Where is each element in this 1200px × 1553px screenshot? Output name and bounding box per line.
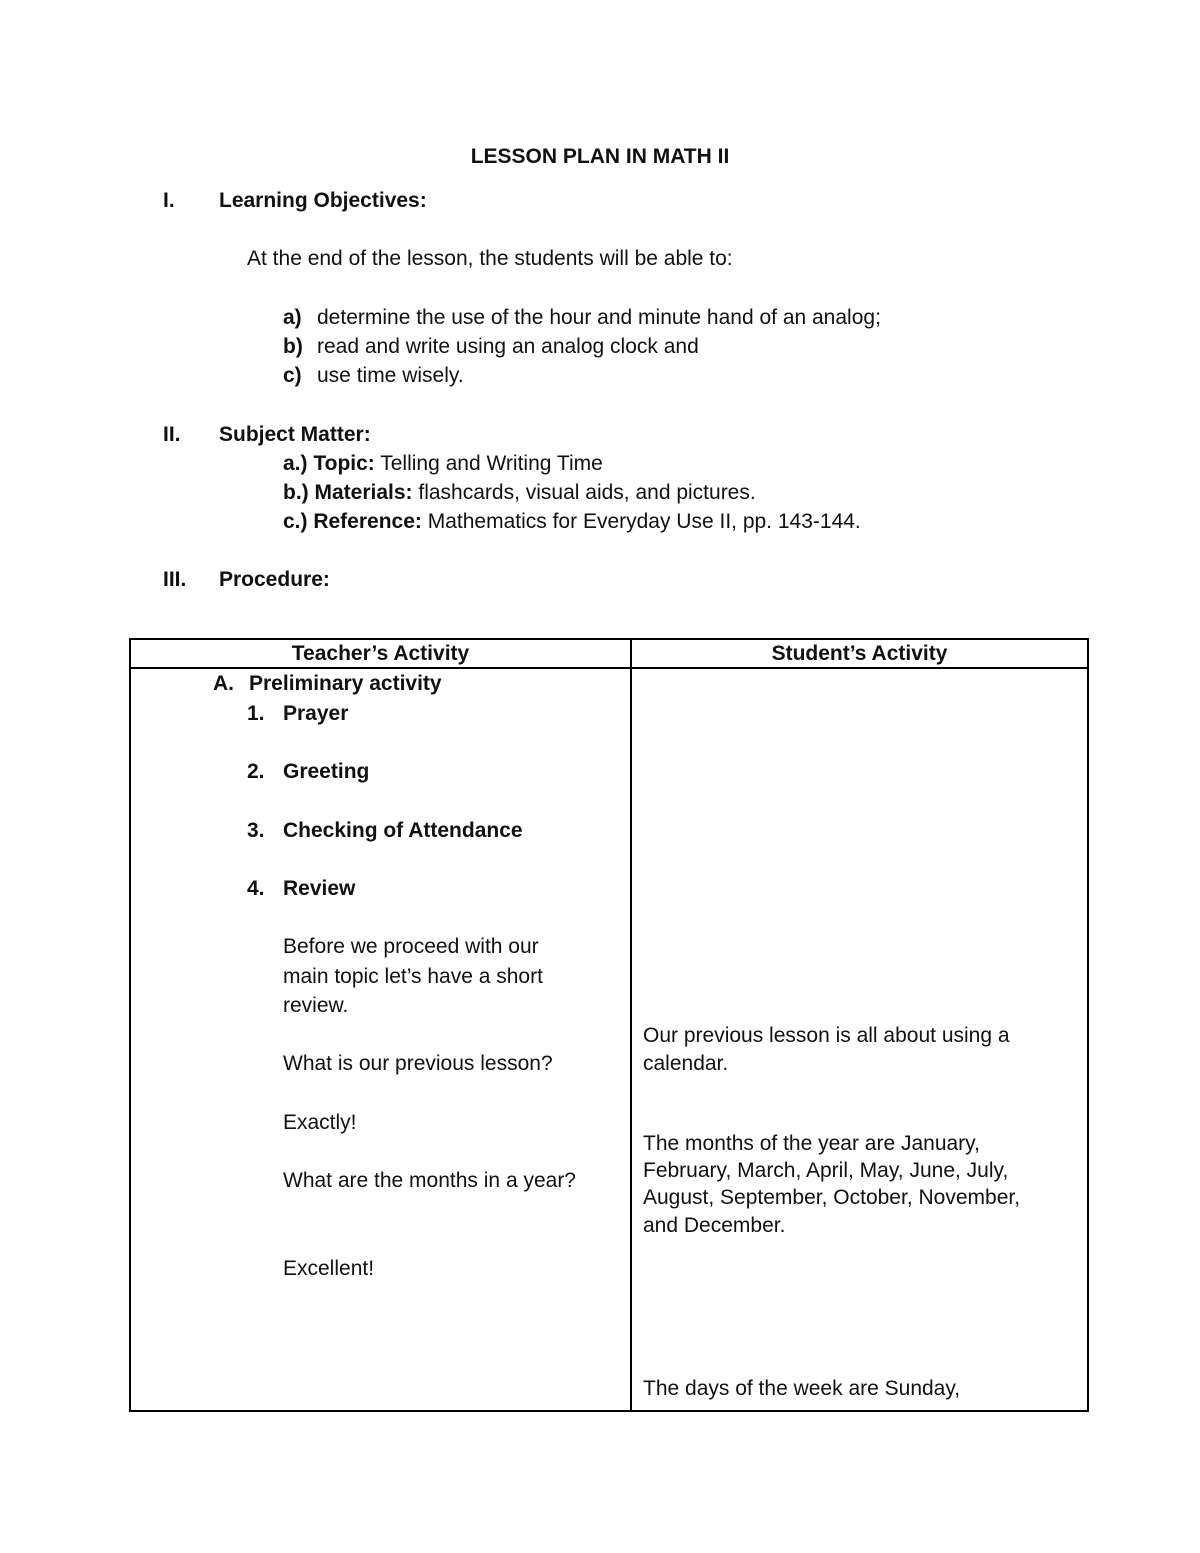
step-attendance: 3. Checking of Attendance	[247, 819, 523, 842]
procedure-table	[129, 638, 1089, 1412]
student-answer-line: The days of the week are Sunday,	[643, 1377, 961, 1400]
student-cell	[631, 668, 1088, 1411]
objective-letter: b)	[283, 335, 303, 358]
header-teacher-activity: Teacher’s Activity	[130, 639, 631, 668]
objective-item	[283, 363, 464, 388]
section-number-procedure: III.	[163, 568, 187, 591]
teacher-praise: Exactly!	[283, 1111, 357, 1134]
table-row	[130, 668, 1088, 1411]
objective-item	[283, 334, 699, 359]
step-prayer: 1. Prayer	[247, 702, 349, 725]
objective-text: determine the use of the hour and minute hand of an analog;	[317, 306, 881, 329]
subject-label: a.) Topic:	[283, 452, 375, 475]
step-review: 4. Review	[247, 877, 356, 900]
section-heading-objectives: Learning Objectives:	[219, 189, 427, 212]
objective-text: use time wisely.	[317, 364, 464, 387]
subject-label: c.) Reference:	[283, 510, 422, 533]
student-answer-line: and December.	[643, 1214, 786, 1237]
section-heading-subject-matter: Subject Matter:	[219, 423, 371, 446]
objective-letter: c)	[283, 364, 302, 387]
section-number-subject-matter: II.	[163, 423, 181, 446]
section-number-objectives: I.	[163, 189, 175, 212]
objectives-intro: At the end of the lesson, the students will be able to:	[247, 247, 733, 270]
header-student-activity: Student’s Activity	[631, 639, 1088, 668]
teacher-praise: Excellent!	[283, 1257, 375, 1280]
subject-value: flashcards, visual aids, and pictures.	[412, 481, 756, 504]
student-answer-line: February, March, April, May, June, July,	[643, 1159, 1009, 1182]
subject-topic	[283, 451, 603, 476]
student-answer-line: The months of the year are January,	[643, 1132, 980, 1155]
review-intro-line: main topic let’s have a short	[283, 965, 543, 988]
review-intro-line: Before we proceed with our	[283, 935, 539, 958]
table-header-row	[130, 639, 1088, 668]
step-greeting: 2. Greeting	[247, 760, 370, 783]
objective-letter: a)	[283, 306, 302, 329]
subject-materials	[283, 480, 756, 505]
objective-item	[283, 305, 881, 330]
review-intro-line: review.	[283, 994, 349, 1017]
student-answer-line: Our previous lesson is all about using a	[643, 1024, 1010, 1047]
teacher-question: What is our previous lesson?	[283, 1052, 553, 1075]
student-answer-line: calendar.	[643, 1052, 729, 1075]
subject-reference	[283, 509, 861, 534]
student-answer-line: August, September, October, November,	[643, 1186, 1021, 1209]
part-label: A. Preliminary activity	[213, 672, 442, 695]
subject-value: Mathematics for Everyday Use II, pp. 143-144.	[421, 510, 861, 533]
objective-text: read and write using an analog clock and	[317, 335, 699, 358]
subject-value: Telling and Writing Time	[374, 452, 603, 475]
teacher-question: What are the months in a year?	[283, 1169, 576, 1192]
section-heading-procedure: Procedure:	[219, 568, 330, 591]
document-title: LESSON PLAN IN MATH II	[470, 145, 730, 168]
teacher-cell	[130, 668, 631, 1411]
subject-label: b.) Materials:	[283, 481, 413, 504]
